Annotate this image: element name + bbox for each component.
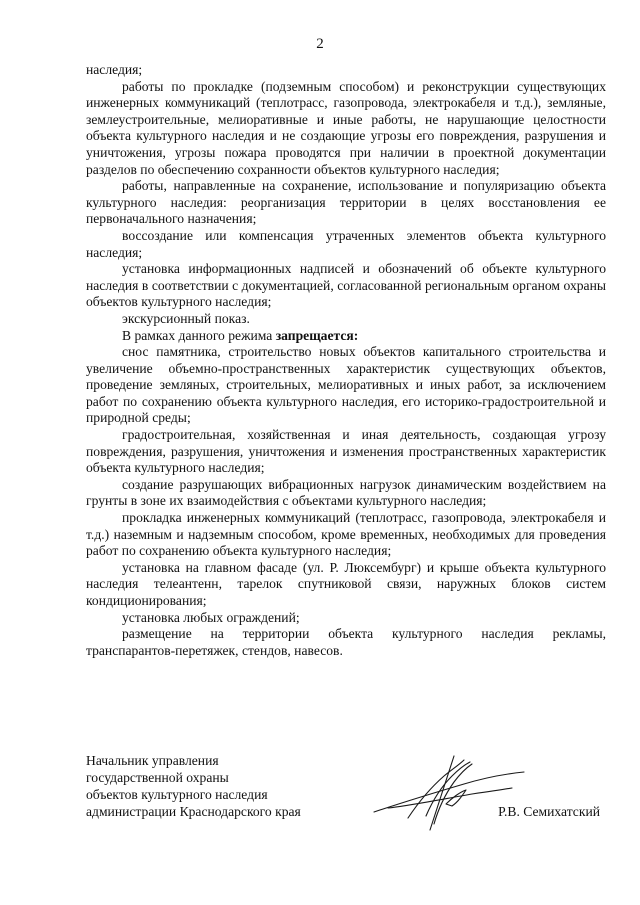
paragraph-text: создание разрушающих вибрационных нагрузок динамическим воздействием на грунты в зоне их взаимодействия с объектами культурного наследия; [86, 476, 606, 509]
paragraph-text: работы, направленные на сохранение, использование и популяризацию объекта культурного наследия: реорганизация территории в целях восстановления ее первоначального назначения; [86, 178, 606, 227]
paragraph-text: работы по прокладке (подземным способом) и реконструкции существующих инженерных коммуникаций (теплотрасс, газопровода, электрокабеля и т.д.), земляные, землеустроительные, мелиоративные и иные работы, не нарушающие целостности объекта культурного наследия и не создающие угрозы его повреждения, разрушения и уничтожения, угрозы пожара проводятся при наличии в проектной документации разделов по обеспечению сохранности объектов культурного наследия; [86, 78, 606, 177]
paragraph [86, 610, 606, 627]
paragraph [86, 311, 606, 328]
signer-title-line: объектов культурного наследия [86, 787, 268, 802]
paragraph-text: установка информационных надписей и обозначений об объекте культурного наследия в соответствии с документацией, согласованной региональным органом охраны объектов культурного наследия; [86, 261, 606, 310]
paragraph [86, 560, 606, 610]
paragraph [86, 427, 606, 477]
paragraph [86, 228, 606, 261]
paragraph [86, 178, 606, 228]
document-body [86, 62, 606, 659]
paragraph [86, 328, 606, 345]
paragraph [86, 510, 606, 560]
handwritten-signature [368, 746, 528, 836]
paragraph [86, 261, 606, 311]
signer-name: Р.В. Семихатский [498, 804, 600, 819]
signer-title-line: государственной охраны [86, 770, 229, 785]
paragraph [86, 626, 606, 659]
paragraph [86, 477, 606, 510]
paragraph [86, 62, 606, 79]
paragraph-text: наследия; [86, 62, 143, 77]
paragraph-text: размещение на территории объекта культурного наследия рекламы, транспарантов-перетяжек, стендов, навесов. [86, 626, 606, 658]
paragraph-text: снос памятника, строительство новых объектов капитального строительства и увеличение объемно-пространственных характеристик существующих объектов, проведение земляных, строительных, мелиоративных и иных работ, за исключением работ по сохранению объекта культурного наследия, его историко-градостроительной и природной среды; [86, 344, 606, 426]
paragraph [86, 79, 606, 179]
signer-title [86, 752, 301, 820]
paragraph-text: В рамках данного режима [122, 327, 276, 343]
paragraph-text: градостроительная, хозяйственная и иная деятельность, создающая угрозу повреждения, разрушения, уничтожения и изменения пространственных характеристик объекта культурного наследия; [86, 427, 606, 476]
paragraph-text: установка на главном фасаде (ул. Р. Люксембург) и крыше объекта культурного наследия телеантенн, тарелок спутниковой связи, наружных блоков систем кондиционирования; [86, 559, 606, 608]
bold-term: запрещается: [275, 327, 359, 343]
paragraph-text: воссоздание или компенсация утраченных элементов объекта культурного наследия; [86, 227, 606, 260]
paragraph-text: установка любых ограждений; [122, 609, 300, 625]
paragraph [86, 344, 606, 427]
page-number: 2 [316, 36, 324, 52]
paragraph-text: экскурсионный показ. [122, 310, 250, 326]
signer-title-line: администрации Краснодарского края [86, 804, 301, 819]
signer-title-line: Начальник управления [86, 753, 219, 768]
paragraph-text: прокладка инженерных коммуникаций (теплотрасс, газопровода, электрокабеля и т.д.) наземным и надземным способом, кроме временных, необходимых для проведения работ по сохранению объекта культурного наследия; [86, 510, 606, 559]
signature-block [86, 752, 606, 832]
